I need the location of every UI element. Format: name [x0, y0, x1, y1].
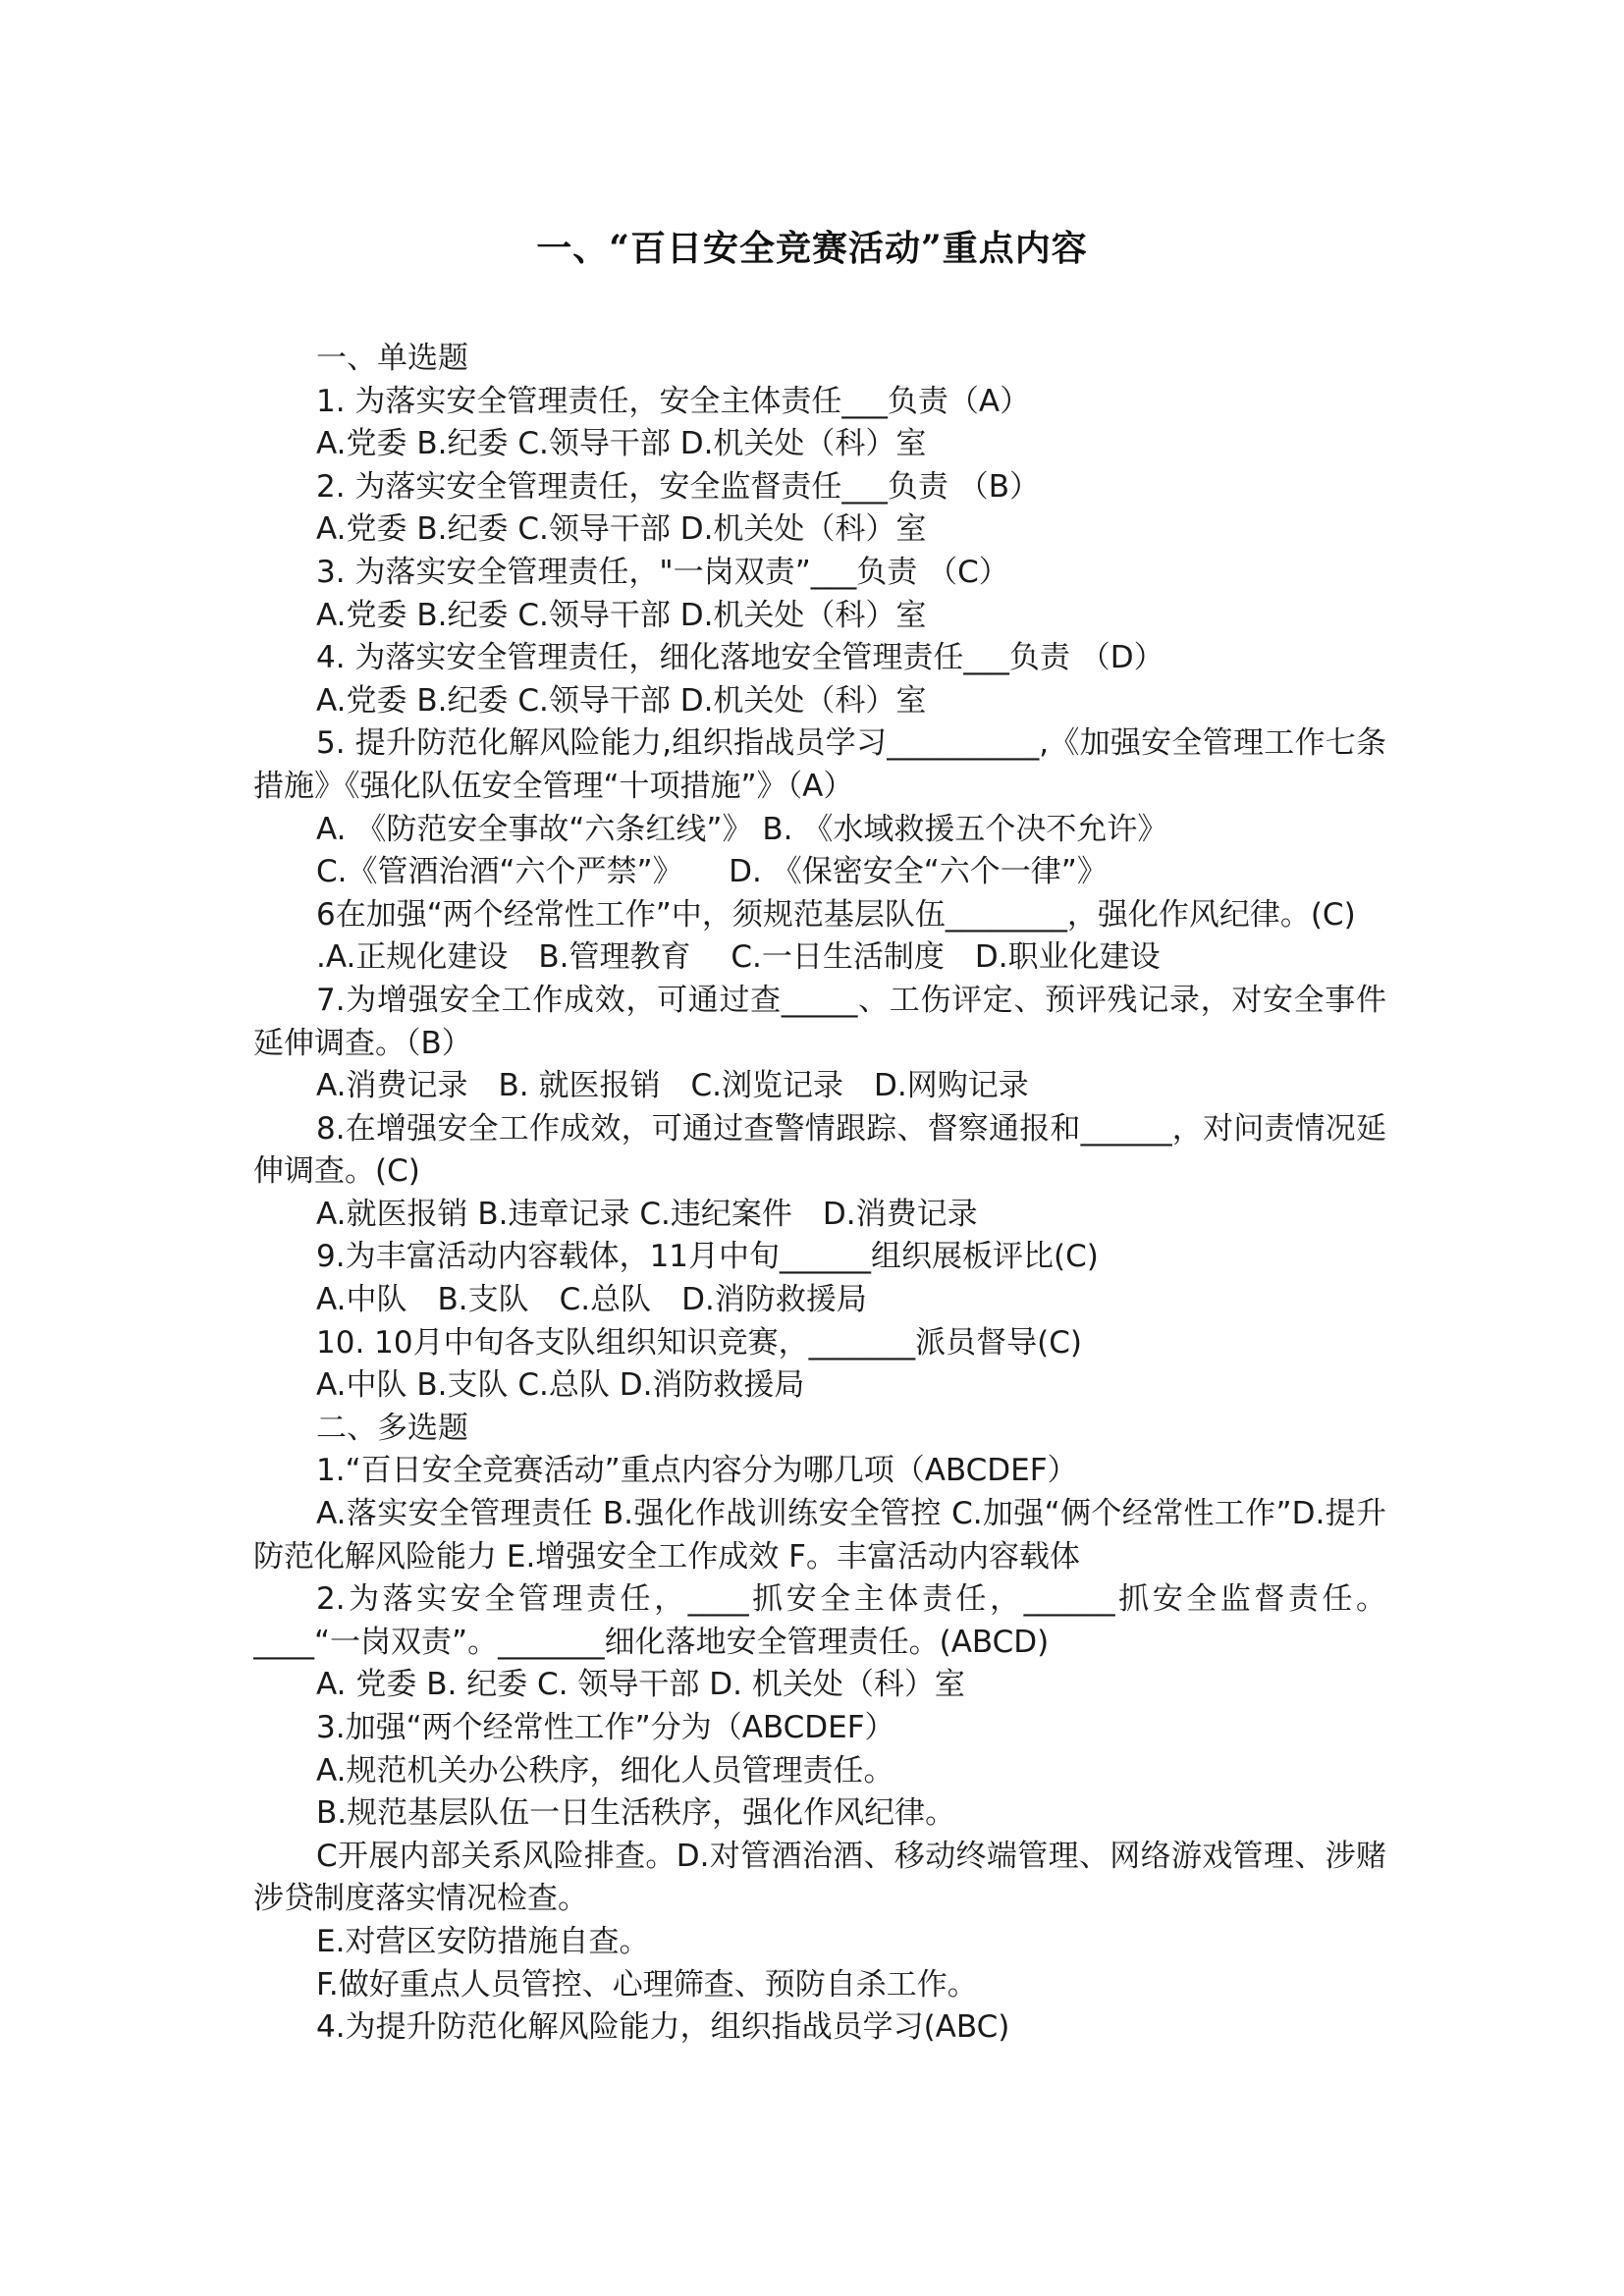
options-line: A. 党委 B. 纪委 C. 领导干部 D. 机关处（科）室: [316, 1667, 965, 1703]
options-line: A.党委 B.纪委 C.领导干部 D.机关处（科）室: [316, 426, 927, 462]
question-line: 8.在增强安全工作成效，可通过查警情跟踪、督察通报和______，对问责情况延伸调查。(C): [253, 1110, 1386, 1190]
options-line: A.规范机关办公秩序，细化人员管理责任。: [316, 1752, 894, 1789]
options-line: A.消费记录 B. 就医报销 C.浏览记录 D.网购记录: [316, 1068, 1029, 1104]
section-heading-single-choice: 一、单选题: [316, 341, 468, 376]
options-line: A.党委 B.纪委 C.领导干部 D.机关处（科）室: [316, 511, 927, 548]
options-line: A.党委 B.纪委 C.领导干部 D.机关处（科）室: [316, 597, 927, 633]
options-line: A.中队 B.支队 C.总队 D.消防救援局: [316, 1367, 805, 1404]
options-line: A.落实安全管理责任 B.强化作战训练安全管控 C.加强“俩个经常性工作”D.提升防范化解风险能力 E.增强安全工作成效 F。丰富活动内容载体: [253, 1496, 1386, 1575]
question-line: 2. 为落实安全管理责任，安全监督责任___负责 （B）: [316, 468, 1041, 505]
question-line: 10. 10月中旬各支队组织知识竞赛，_______派员督导(C): [316, 1324, 1082, 1361]
section-heading-multiple-choice: 二、多选题: [316, 1410, 468, 1446]
options-line: A.中队 B.支队 C.总队 D.消防救援局: [316, 1282, 867, 1318]
options-line: A.就医报销 B.违章记录 C.违纪案件 D.消费记录: [316, 1196, 978, 1232]
question-line: 6在加强“两个经常性工作”中，须规范基层队伍________，强化作风纪律。(C): [316, 896, 1356, 933]
question-line: 1. 为落实安全管理责任，安全主体责任___负责（A）: [316, 383, 1031, 419]
question-line: 3.加强“两个经常性工作”分为（ABCDEF）: [316, 1710, 895, 1745]
question-line: 4. 为落实安全管理责任，细化落地安全管理责任___负责 （D）: [316, 640, 1164, 676]
options-line: B.规范基层队伍一日生活秩序，强化作风纪律。: [316, 1795, 956, 1832]
options-line: C.《管酒治酒“六个严禁”》 D. 《保密安全“六个一律”》: [316, 854, 1108, 890]
question-line: 1.“百日安全竞赛活动”重点内容分为哪几项（ABCDEF）: [316, 1453, 1078, 1489]
question-line: 2.为落实安全管理责任，____抓安全主体责任，______抓安全监督责任。____“一岗双责”。_______细化落地安全管理责任。(ABCD): [253, 1581, 1386, 1660]
options-line: A. 《防范安全事故“六条红线”》 B. 《水域救援五个决不允许》: [316, 811, 1168, 847]
question-line: 5. 提升防范化解风险能力,组织指战员学习__________,《加强安全管理工作七条措施》《强化队伍安全管理“十项措施”》（A）: [253, 725, 1386, 804]
options-line: F.做好重点人员管控、心理筛查、预防自杀工作。: [316, 1966, 978, 2002]
options-line: E.对营区安防措施自查。: [316, 1923, 650, 1959]
question-line: 4.为提升防范化解风险能力，组织指战员学习(ABC): [316, 2009, 1010, 2046]
options-line: A.党委 B.纪委 C.领导干部 D.机关处（科）室: [316, 682, 927, 719]
page-title: 一、“百日安全竞赛活动”重点内容: [536, 228, 1088, 269]
question-line: 9.为丰富活动内容载体，11月中旬______组织展板评比(C): [316, 1239, 1099, 1275]
options-line: .A.正规化建设 B.管理教育 C.一日生活制度 D.职业化建设: [316, 939, 1161, 976]
document-body: [253, 338, 1386, 2050]
question-line: 3. 为落实安全管理责任，"一岗双责”___负责 （C）: [316, 554, 1009, 590]
question-line: 7.为增强安全工作成效，可通过查_____、工伤评定、预评残记录，对安全事件延伸调查。（B）: [253, 982, 1386, 1061]
options-line: C开展内部关系风险排查。D.对管酒治酒、移动终端管理、网络游戏管理、涉赌涉贷制度落实情况检查。: [253, 1838, 1386, 1917]
